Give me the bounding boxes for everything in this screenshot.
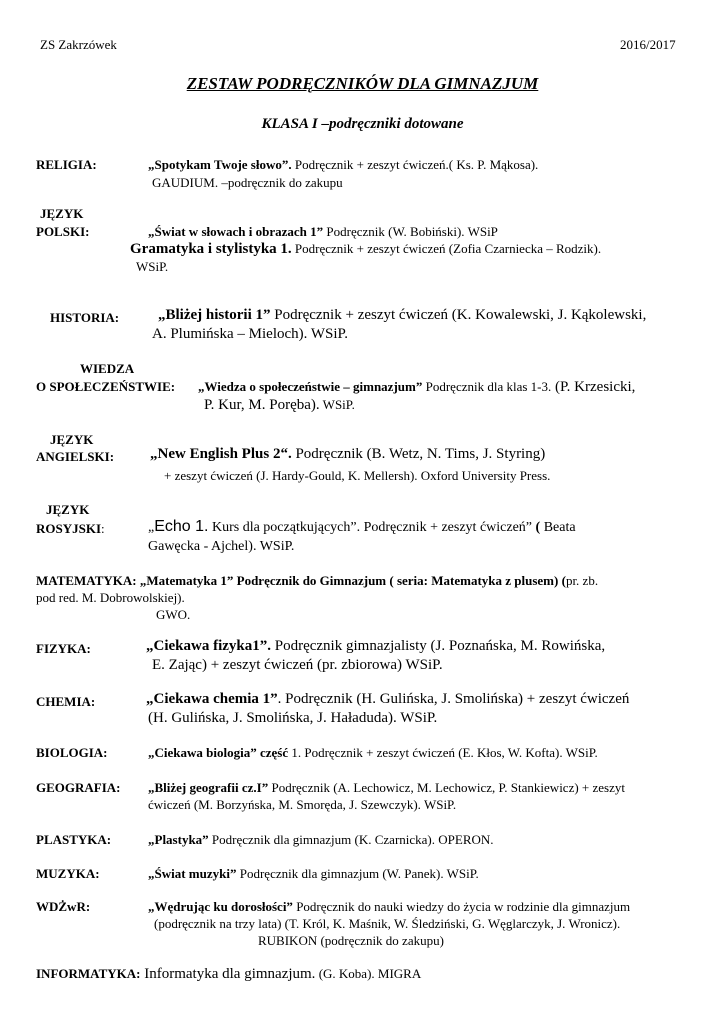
- historia-line2: A. Plumińska – Mieloch). WSiP.: [152, 326, 348, 342]
- fizyka-line2: E. Zając) + zeszyt ćwiczeń (pr. zbiorowa) WSiP.: [152, 657, 443, 673]
- wos-label-2: O SPOŁECZEŃSTWIE:: [36, 379, 176, 394]
- rosyjski-title: Echo 1.: [154, 518, 209, 535]
- geografia-entry: [148, 780, 625, 795]
- rosyjski-open-quote: „: [148, 520, 155, 535]
- matematyka-details: pr. zb.: [565, 573, 599, 588]
- angielski-label-1: JĘZYK: [50, 432, 94, 447]
- matematyka-entry: [36, 573, 598, 588]
- chemia-details: . Podręcznik (H. Gulińska, J. Smolińska) + zeszyt ćwiczeń: [277, 691, 630, 707]
- wos-line2: [204, 397, 355, 413]
- chemia-line2: (H. Gulińska, J. Smolińska, J. Haładuda). WSiP.: [148, 710, 438, 726]
- polski-label-1: JĘZYK: [40, 206, 84, 221]
- school-name: ZS Zakrzówek: [40, 37, 117, 52]
- wdzwr-line3: RUBIKON (podręcznik do zakupu): [258, 933, 444, 948]
- wdzwr-line2: (podręcznik na trzy lata) (T. Król, K. Maśnik, W. Śledziński, G. Węglarczyk, J. Wronicz).: [154, 916, 621, 931]
- religia-line2: GAUDIUM. –podręcznik do zakupu: [152, 175, 343, 190]
- polski-details-2: Podręcznik + zeszyt ćwiczeń (Zofia Czarniecka – Rodzik).: [291, 241, 602, 256]
- biologia-title: „Ciekawa biologia” część: [148, 745, 289, 760]
- polski-entry-1: [148, 224, 498, 239]
- page-title: ZESTAW PODRĘCZNIKÓW DLA GIMNAZJUM: [186, 74, 539, 93]
- angielski-details: Podręcznik (B. Wetz, N. Tims, J. Styring): [291, 446, 546, 462]
- plastyka-label: PLASTYKA:: [36, 832, 112, 847]
- wos-label-1: WIEDZA: [80, 361, 135, 376]
- fizyka-entry: [146, 639, 605, 654]
- informatyka-title: Informatyka dla gimnazjum.: [140, 966, 316, 982]
- rosyjski-label-2: [36, 521, 105, 536]
- rosyjski-label-text: ROSYJSKI: [36, 521, 102, 536]
- rosyjski-line2: Gawęcka - Ajchel). WSiP.: [148, 539, 295, 554]
- chemia-title: „Ciekawa chemia 1”: [146, 691, 278, 707]
- page-subtitle: KLASA I –podręczniki dotowane: [261, 116, 464, 132]
- rosyjski-label-colon: :: [101, 521, 105, 536]
- historia-label: HISTORIA:: [50, 310, 120, 325]
- informatyka-details: (G. Koba). MIGRA: [315, 966, 422, 981]
- rosyjski-details: Kurs dla początkujących”. Podręcznik + zeszyt ćwiczeń”: [208, 520, 533, 535]
- biologia-label: BIOLOGIA:: [36, 745, 108, 760]
- school-year: 2016/2017: [620, 37, 676, 52]
- biologia-entry: [148, 745, 598, 760]
- geografia-title: „Bliżej geografii cz.I”: [148, 780, 269, 795]
- rosyjski-paren: (: [532, 520, 541, 535]
- polski-details-1: Podręcznik (W. Bobiński). WSiP: [323, 224, 498, 239]
- rosyjski-entry: [148, 519, 576, 535]
- geografia-line2: ćwiczeń (M. Borzyńska, M. Smoręda, J. Szewczyk). WSiP.: [148, 797, 457, 812]
- rosyjski-author: Beata: [540, 520, 576, 535]
- matematyka-paren: (: [558, 573, 566, 588]
- fizyka-details: Podręcznik gimnazjalisty (J. Poznańska, M. Rowińska,: [271, 638, 606, 654]
- matematyka-line3: GWO.: [156, 607, 191, 622]
- wdzwr-details: Podręcznik do nauki wiedzy do życia w rodzinie dla gimnazjum: [292, 899, 631, 914]
- polski-label-2: POLSKI:: [36, 224, 90, 239]
- polski-line3: WSiP.: [136, 259, 169, 274]
- muzyka-details: Podręcznik dla gimnazjum (W. Panek). WSiP.: [236, 866, 479, 881]
- informatyka-label: INFORMATYKA:: [36, 966, 141, 981]
- historia-details: Podręcznik + zeszyt ćwiczeń (K. Kowalewski, J. Kąkolewski,: [270, 307, 647, 323]
- religia-details: Podręcznik + zeszyt ćwiczeń.( Ks. P. Mąkosa).: [291, 157, 539, 172]
- matematyka-label: MATEMATYKA:: [36, 573, 137, 588]
- matematyka-title: „Matematyka 1” Podręcznik do Gimnazjum ( seria: Matematyka z plusem): [136, 573, 559, 588]
- wos-publisher: WSiP.: [319, 397, 355, 412]
- geografia-details: Podręcznik (A. Lechowicz, M. Lechowicz, P. Stankiewicz) + zeszyt: [268, 780, 625, 795]
- polski-title-2: Gramatyka i stylistyka 1.: [130, 241, 292, 257]
- muzyka-label: MUZYKA:: [36, 866, 100, 881]
- muzyka-entry: [148, 866, 479, 881]
- biologia-details: 1. Podręcznik + zeszyt ćwiczeń (E. Kłos, W. Kofta). WSiP.: [288, 745, 598, 760]
- chemia-entry: [146, 692, 629, 707]
- chemia-label: CHEMIA:: [36, 694, 96, 709]
- polski-entry-2: [130, 241, 601, 257]
- angielski-line2: + zeszyt ćwiczeń (J. Hardy-Gould, K. Mellersh). Oxford University Press.: [164, 468, 551, 483]
- historia-entry: [158, 308, 646, 323]
- angielski-label-2: ANGIELSKI:: [36, 449, 115, 464]
- wdzwr-label: WDŻwR:: [36, 899, 91, 914]
- fizyka-label: FIZYKA:: [36, 641, 91, 656]
- fizyka-title: „Ciekawa fizyka1”.: [146, 638, 271, 654]
- rosyjski-label-1: JĘZYK: [46, 502, 90, 517]
- historia-title: „Bliżej historii 1”: [158, 307, 271, 323]
- religia-label: RELIGIA:: [36, 157, 97, 172]
- wos-entry: [198, 379, 635, 395]
- wos-title: „Wiedza o społeczeństwie – gimnazjum”: [198, 379, 423, 394]
- religia-entry: [148, 157, 538, 172]
- angielski-entry: [150, 447, 545, 462]
- wos-details: Podręcznik dla klas 1-3.: [422, 379, 552, 394]
- polski-title-1: „Świat w słowach i obrazach 1”: [148, 224, 324, 239]
- geografia-label: GEOGRAFIA:: [36, 780, 121, 795]
- plastyka-title: „Plastyka”: [148, 832, 209, 847]
- plastyka-details: Podręcznik dla gimnazjum (K. Czarnicka). OPERON.: [208, 832, 494, 847]
- wos-authors-2: P. Kur, M. Poręba).: [204, 397, 320, 413]
- religia-title: „Spotykam Twoje słowo”.: [148, 157, 292, 172]
- wos-authors: (P. Krzesicki,: [551, 379, 636, 395]
- wdzwr-entry: [148, 899, 630, 914]
- muzyka-title: „Świat muzyki”: [148, 866, 237, 881]
- matematyka-line2: pod red. M. Dobrowolskiej).: [36, 590, 185, 605]
- informatyka-entry: [36, 966, 421, 982]
- wdzwr-title: „Wędrując ku dorosłości”: [148, 899, 293, 914]
- angielski-title: „New English Plus 2“.: [150, 446, 292, 462]
- plastyka-entry: [148, 832, 494, 847]
